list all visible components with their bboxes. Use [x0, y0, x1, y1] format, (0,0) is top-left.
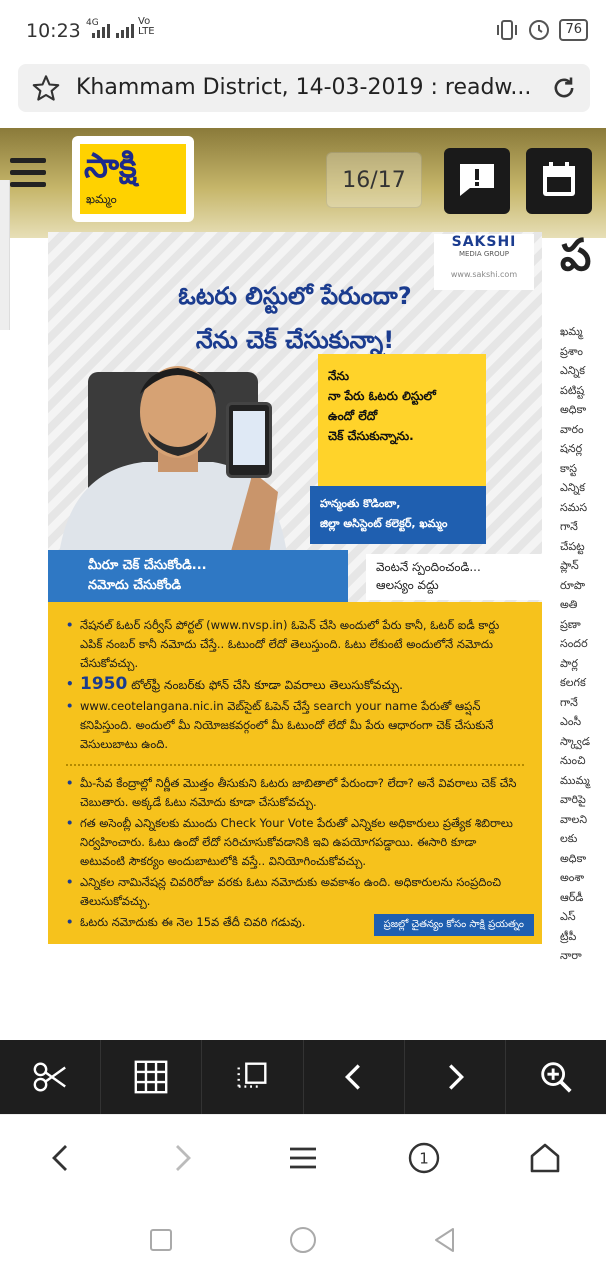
- quote-line: నా పేరు ఓటరు లిస్టులో: [328, 389, 436, 403]
- article-snippet: షనర్ల: [560, 442, 583, 455]
- reader-header: [0, 128, 606, 238]
- signer-title: జిల్లా అసిస్టెంట్ కలెక్టర్, ఖమ్మం: [320, 517, 448, 530]
- quote-line: ఉందో లేదో: [328, 409, 378, 423]
- status-bar: [0, 0, 606, 60]
- clip-button[interactable]: [0, 1040, 101, 1114]
- network-type: 4G: [86, 18, 99, 28]
- list-item: • ఎన్నికల నామినేషన్ల చివరిరోజు వరకు ఓటు నమోదుకు అవకాశం ఉంది. అధికారులను సంప్రదించి తెలుసుకోవచ్చు.: [66, 873, 524, 911]
- alarm-icon: [527, 18, 551, 42]
- url-bar[interactable]: [18, 64, 590, 112]
- article-snippet: పటిష్ట: [560, 383, 585, 397]
- tabs-button[interactable]: [400, 1134, 448, 1182]
- url-text[interactable]: Khammam District, 14-03-2019 : readw...: [76, 75, 532, 100]
- chevron-left-icon: [335, 1058, 373, 1096]
- list-item: • గత అసెంబ్లీ ఎన్నికలకు ముందు Check Your Vote పేరుతో ఎన్నికల అధికారులు ప్రత్యేక శిబిరాలు నిర్వహించారు. ఓటు ఉందో లేదో సరిచూసుకోవడానికి ఇవి ఉపయోగపడ్డాయి. ఈసారి కూడా అటువంటి సౌకర్యం అందుబాటులోకి వస్తే.. వినియోగించుకోవచ్చు.: [66, 814, 524, 871]
- recents-icon[interactable]: [145, 1224, 177, 1256]
- band-line: ఆలస్యం వద్దు: [376, 578, 439, 592]
- article-snippet: పార్ల: [560, 656, 578, 670]
- scissors-icon: [31, 1058, 69, 1096]
- back-button[interactable]: [37, 1134, 85, 1182]
- article-snippet: వాలని: [560, 812, 588, 826]
- menu-button[interactable]: [279, 1134, 327, 1182]
- logo-word: సాక్షి: [84, 146, 137, 186]
- select-button[interactable]: [202, 1040, 303, 1114]
- reload-icon[interactable]: [550, 74, 578, 102]
- browser-nav: [0, 1114, 606, 1200]
- article-snippet: ఖమ్మ: [560, 325, 583, 338]
- article-snippet: గానే: [560, 695, 578, 709]
- logo-edition: ఖమ్మం: [86, 192, 117, 206]
- article-snippet: నుంచి: [560, 754, 586, 767]
- system-nav: [0, 1200, 606, 1280]
- article-snippet: ఎన్నిక: [560, 481, 586, 494]
- signer-name: హన్మంతు కొడింబా,: [320, 497, 401, 510]
- list-item: • ఓటరు నమోదుకు ఈ నెల 15వ తేదీ చివరి గడువు.: [66, 913, 524, 932]
- info-box: [48, 602, 542, 944]
- list-item: • నేషనల్ ఓటర్ సర్వీస్ పోర్టల్ (www.nvsp.in) ఓపెన్ చేసి అందులో పేరు కానీ, ఓటర్ ఐడీ కార్డు ఎపిక్ నంబర్ కానీ నమోదు చేస్తే.. ఓటుందో లేదో తెలుస్తుంది. ఓటు లేకుంటే అందులోనే నమోదు చేసుకోవచ్చు.: [66, 616, 524, 673]
- sakshi-logo[interactable]: [72, 136, 194, 222]
- article-snippet: నారా: [560, 949, 582, 962]
- article-snippet: ప్రణా: [560, 617, 581, 631]
- band-line: నమోదు చేసుకోండి: [88, 578, 182, 593]
- grid-icon: [132, 1058, 170, 1096]
- article-snippet: కలగక: [560, 676, 586, 689]
- article-snippet: సందర: [560, 637, 588, 650]
- report-button[interactable]: [444, 148, 510, 214]
- back-icon: [43, 1140, 79, 1176]
- grid-button[interactable]: [101, 1040, 202, 1114]
- article-column: [560, 230, 606, 990]
- article-snippet: ముమ్మ: [560, 773, 590, 787]
- band-line: వెంటనే స్పందించండి...: [376, 560, 481, 574]
- select-crop-icon: [233, 1058, 271, 1096]
- page-indicator[interactable]: 16/17: [326, 152, 422, 208]
- sidebar-handle[interactable]: [0, 180, 10, 330]
- phone-image: [226, 402, 272, 478]
- signer-box: [310, 486, 486, 544]
- article-snippet: వారిపై: [560, 793, 586, 806]
- home-icon: [527, 1140, 563, 1176]
- article-snippet: గానే: [560, 520, 578, 533]
- clock: 10:23: [26, 20, 81, 42]
- brand-url: www.sakshi.com: [450, 270, 518, 279]
- article-snippet: అధికా: [560, 851, 587, 865]
- urgency-band: [366, 554, 542, 600]
- band-line: మీరూ చెక్ చేసుకోండి...: [88, 558, 207, 573]
- article-snippet: ప్రశాం: [560, 344, 583, 358]
- article-snippet: ప్లాన్: [560, 559, 579, 572]
- article-snippet: ఎస్: [560, 910, 576, 923]
- list-item: • మీ-సేవ కేంద్రాల్లో నిర్ణీత మొత్తం తీసుకుని ఓటరు జాబితాలో పేరుందా? లేదా? అనే వివరాలు చెక్ చేసి చెబుతారు. అక్కడే ఓటు నమోదు కూడా చేసుకోవచ్చు.: [66, 774, 524, 812]
- bookmark-star-icon[interactable]: [32, 74, 60, 102]
- prev-page-button[interactable]: [304, 1040, 405, 1114]
- signal-icon: [92, 22, 110, 38]
- newspaper-ad: [48, 232, 542, 944]
- article-snippet: ఎన్నిక: [560, 364, 586, 377]
- tollfree-number: 1950: [80, 674, 128, 694]
- article-snippet: రూపొ: [560, 578, 586, 592]
- signal-icon-2: [116, 22, 134, 38]
- calendar-icon: [526, 148, 592, 214]
- article-snippet: వారం: [560, 422, 584, 436]
- calendar-button[interactable]: [526, 148, 592, 214]
- article-snippet: ఆర్‌డీ: [560, 890, 584, 904]
- forward-button[interactable]: [158, 1134, 206, 1182]
- reader-toolbar: [0, 1040, 606, 1114]
- battery-indicator: 76: [559, 19, 588, 41]
- article-snippet: చేపట్ట: [560, 539, 585, 553]
- article-snippet: అధికా: [560, 403, 587, 416]
- article-snippet: సమస: [560, 500, 588, 514]
- vibrate-icon: [495, 19, 519, 41]
- headline-line-1: ఓటరు లిస్టులో పేరుందా?: [178, 282, 412, 310]
- article-snippet: ట్రీపీ: [560, 929, 577, 943]
- list-item: [66, 675, 524, 695]
- article-snippet: స్క్వాడ: [560, 734, 590, 748]
- divider: [66, 764, 524, 766]
- quote-box: [318, 354, 486, 490]
- brand-sub: MEDIA GROUP: [458, 250, 510, 258]
- zoom-button[interactable]: [506, 1040, 606, 1114]
- tollfree-text: టోల్‌ఫ్రీ నంబర్‌కు ఫోన్ చేసి కూడా వివరాలు తెలుసుకోవచ్చు.: [127, 678, 403, 692]
- campaign-tag: ప్రజల్లో చైతన్యం కోసం సాక్షి ప్రయత్నం: [374, 914, 534, 936]
- article-snippet: లకు: [560, 832, 578, 845]
- zoom-in-icon: [537, 1058, 575, 1096]
- article-snippet: అతి: [560, 598, 578, 611]
- brand-main: SAKSHI: [451, 234, 517, 250]
- tabs-icon: [406, 1140, 442, 1176]
- back-triangle-icon[interactable]: [429, 1224, 461, 1256]
- article-initial: ప: [560, 230, 592, 281]
- headline-line-2: నేను చెక్ చేసుకున్నా!: [195, 326, 395, 354]
- hamburger-menu-icon: [285, 1140, 321, 1176]
- quote-line: నేను: [328, 369, 350, 383]
- chevron-right-icon: [436, 1058, 474, 1096]
- quote-line: చెక్ చేసుకున్నాను.: [328, 429, 414, 443]
- article-snippet: ఎంసీ: [560, 715, 582, 728]
- next-page-button[interactable]: [405, 1040, 506, 1114]
- home-circle-icon[interactable]: [287, 1224, 319, 1256]
- article-snippet: కాస్ట: [560, 461, 577, 475]
- article-snippet: అంశా: [560, 871, 585, 884]
- tabs-count: 1: [419, 1149, 429, 1167]
- home-button[interactable]: [521, 1134, 569, 1182]
- feedback-icon: [444, 148, 510, 214]
- volte-badge: Vo LTE: [138, 16, 155, 37]
- menu-icon[interactable]: [10, 158, 46, 188]
- list-item: • www.ceotelangana.nic.in వెబ్‌సైట్ ఓపెన్ చేస్తే search your name పేరుతో ఆప్షన్ కనిపిస్తుంది. అందులో మీ నియోజకవర్గంలో మీ ఓటుందో లేదో మీ పేరు ఆధారంగా చెక్ చేసుకునే వెసులుబాటు ఉంది.: [66, 697, 524, 754]
- forward-icon: [164, 1140, 200, 1176]
- call-to-action-band: [48, 550, 348, 602]
